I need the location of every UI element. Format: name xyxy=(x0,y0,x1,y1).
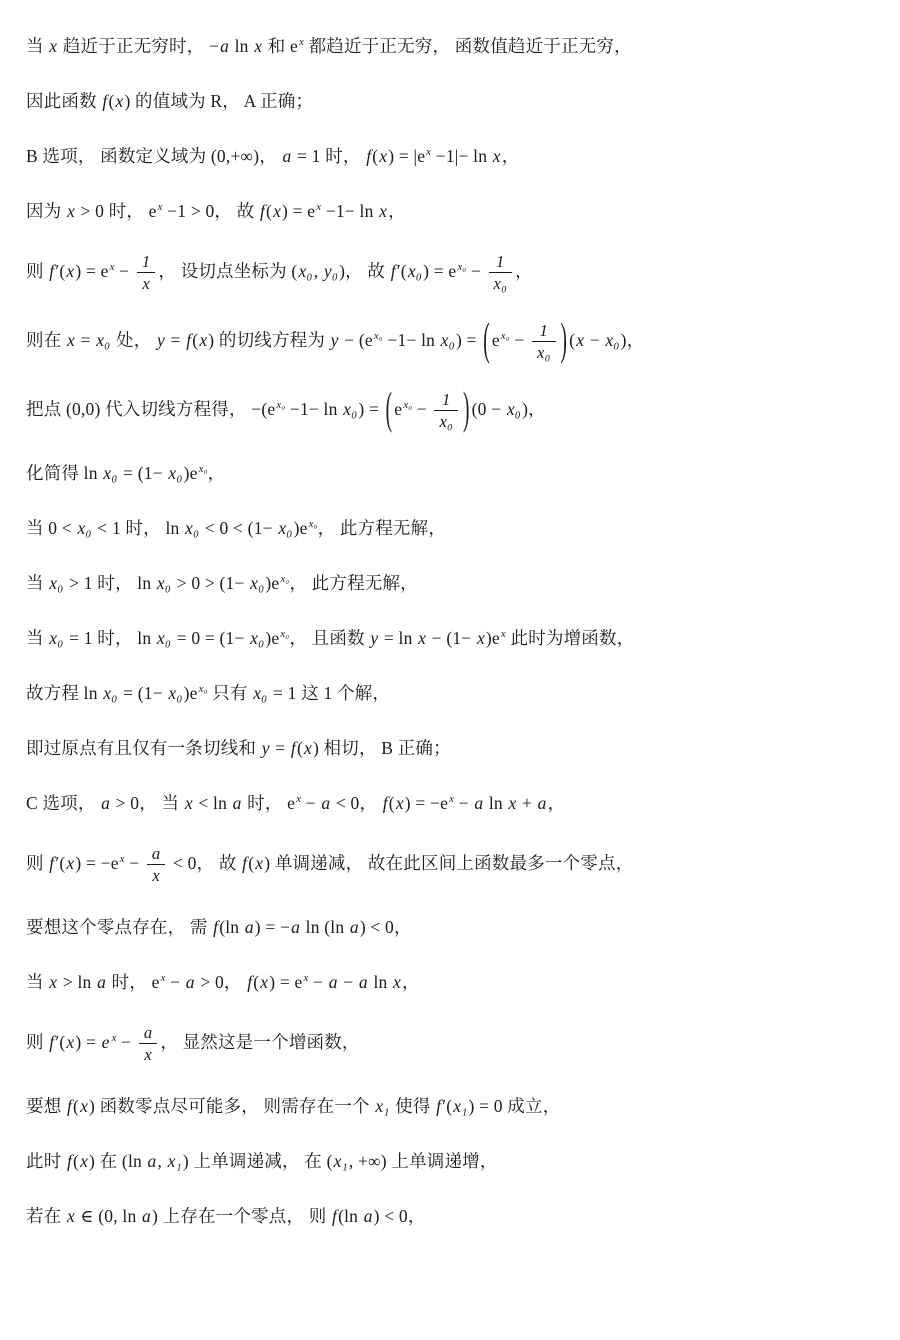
solution-line: 则 f′(x) = e $^x$ − $\frac{a}{x}$ ， 显然这是一个增函数， xyxy=(26,1022,360,1065)
solution-line: 则 $f'(x) = e^x$ − $\frac{1}{x}$ ， 设切点坐标为 (x₀, y₀)， 故 $f'(x_0) = e^{x_0}$ − $\frac{1}{\text{x₀}}$ ， xyxy=(26,252,533,294)
solution-line: 因为 x > 0 时， $e^x -1 > 0$， 故 $f(x) = e^x -1- \ln x$， xyxy=(26,201,406,221)
solution-line: 当 x₀ = 1 时， $\ln x_0 = 0 = (1- x_0)e^{x_0}$， 且函数 $y = \ln x - (1- x)e^x$ 此时为增函数， xyxy=(26,627,635,648)
solution-line: 若在 x ∈ (0, ln a) 上存在一个零点， 则 f(ln a) < 0， xyxy=(26,1205,426,1226)
solution-line: 因此函数 f(x) 的值域为 R， A 正确； xyxy=(26,91,314,111)
solution-line: 当 x₀ > 1 时， $\ln x_0 > 0 > (1- x_0)e^{x_0}$， 此方程无解， xyxy=(26,572,418,593)
solution-line: 则在 x = x₀ 处， y = f(x) 的切线方程为 $y - (e^{x_0} -1- \ln x_0)$ = ( $e^{x_0}$ − $\frac{1}{\text{x₀}}$ ) (x − x₀)， xyxy=(26,316,645,366)
solution-line: 当 x 趋近于正无穷时， −a ln x 和 $e^x$ 都趋近于正无穷， 函数值趋近于正无穷， xyxy=(26,36,632,56)
solution-line: 则 $f'(x) = -e^x$ − $\frac{a}{x}$ < 0， 故 f(x) 单调递减， 故在此区间上函数最多一个零点， xyxy=(26,843,634,886)
solution-line: 化简得 $\ln x_0 = (1- x_0)e^{x_0}$， xyxy=(26,462,226,483)
solution-line: 当 x > ln a 时， $e^x - a > 0$， $f(x) = e^x - a - a$ ln x， xyxy=(26,971,420,992)
solution-line: 此时 f(x) 在 (ln a, x₁) 上单调递减， 在 (x₁, +∞) 上单调递增， xyxy=(26,1150,498,1171)
solution-line: 要想这个零点存在， 需 f(ln a) = −a ln (ln a) < 0， xyxy=(26,916,412,937)
solution-line: C 选项， a > 0， 当 x < ln a 时， $e^x - a < 0$， $f(x) = -e^x - a$ ln x + a， xyxy=(26,792,566,813)
solution-line: 当 0 < x₀ < 1 时， $\ln x_0 < 0 < (1- x_0)e^{x_0}$， 此方程无解， xyxy=(26,517,447,538)
solution-line: 即过原点有且仅有一条切线和 y = f(x) 相切， B 正确； xyxy=(26,737,451,758)
solution-line: B 选项， 函数定义域为 (0,+∞)， a = 1 时， $f(x) = |e^x -1|- \ln x$， xyxy=(26,146,520,166)
solution-line: 要想 f(x) 函数零点尽可能多， 则需存在一个 x₁ 使得 f′(x₁) = 0 成立， xyxy=(26,1095,561,1116)
solution-line: 把点 (0,0) 代入切线方程得， $-(e^{x_0} -1- \ln x_0)$ = ( $e^{x_0}$ − $\frac{1}{\text{x₀}}$ ) (0 − x₀)， xyxy=(26,384,546,435)
solution-line: 故方程 $\ln x_0 = (1- x_0)e^{x_0}$ 只有 x₀ = 1 这 1 个解， xyxy=(26,682,391,703)
